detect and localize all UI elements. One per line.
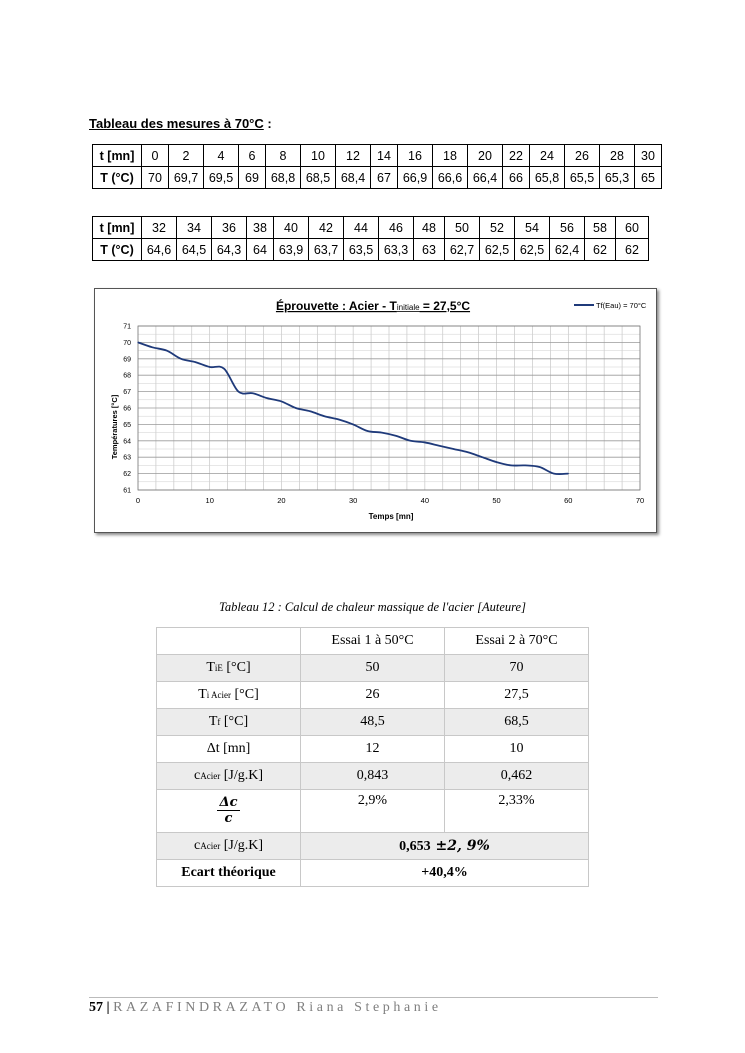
table-cell-time: 16 [398, 145, 433, 167]
table-row [157, 655, 589, 682]
chart-title: Éprouvette : Acier - Tinitiale = 27,5°C [275, 299, 471, 313]
measurements-table-1 [92, 144, 662, 189]
row-label: cAcier [J/g.K] [157, 833, 301, 860]
y-tick-label: 68 [123, 372, 131, 380]
table-row-ecart [157, 860, 589, 887]
cell-value: 2,9% [301, 790, 445, 833]
cell-value-ecart: +40,4% [301, 860, 589, 887]
x-tick-label: 70 [635, 496, 645, 505]
results-table [156, 627, 589, 887]
data-point [166, 350, 167, 351]
cell-value: 27,5 [445, 682, 589, 709]
y-tick-label: 61 [123, 487, 131, 495]
table-cell-temperature: 66,9 [398, 167, 433, 189]
data-point [310, 411, 311, 412]
table-cell-temperature: 64,6 [142, 239, 177, 261]
data-point [482, 457, 483, 458]
x-tick-label: 0 [135, 496, 141, 505]
table-cell-temperature: 70 [142, 167, 169, 189]
table-cell-temperature: 65,8 [530, 167, 565, 189]
data-point [266, 398, 267, 399]
row-label: Ecart théorique [157, 860, 301, 887]
y-tick-label: 62 [123, 471, 131, 479]
table-cell-time: 6 [239, 145, 266, 167]
row-label: Δt [mn] [157, 736, 301, 763]
data-point [238, 391, 239, 392]
data-point [295, 407, 296, 408]
y-tick-label: 63 [123, 454, 131, 462]
cell-value: 0,843 [301, 763, 445, 790]
data-point [252, 393, 253, 394]
data-point [338, 419, 339, 420]
table-cell-time: 28 [600, 145, 635, 167]
table-cell-temperature: 63,7 [309, 239, 344, 261]
table-cell-temperature: 62,4 [550, 239, 585, 261]
table-cell-temperature: 68,4 [336, 167, 371, 189]
table-cell-temperature: 66,4 [468, 167, 503, 189]
page-number: 57 [89, 1000, 103, 1015]
y-tick-label: 69 [123, 356, 131, 364]
cell-value: 50 [301, 655, 445, 682]
table-header-row [157, 628, 589, 655]
table-header-time: t [mn] [93, 145, 142, 167]
table-cell-temperature: 63,5 [344, 239, 379, 261]
data-point [209, 366, 210, 367]
table-cell-time: 2 [169, 145, 204, 167]
table-cell-time: 8 [266, 145, 301, 167]
table-cell-time: 18 [433, 145, 468, 167]
table-cell-time: 22 [503, 145, 530, 167]
y-tick-label: 70 [123, 339, 131, 347]
cell-value: 0,462 [445, 763, 589, 790]
table-header-essai-1: Essai 1 à 50°C [301, 628, 445, 655]
cell-value: 26 [301, 682, 445, 709]
table-row-mean [157, 833, 589, 860]
y-tick-label: 66 [123, 405, 131, 413]
cell-value: 48,5 [301, 709, 445, 736]
x-tick-label: 20 [277, 496, 286, 505]
table-cell-time: 12 [336, 145, 371, 167]
footer-divider [89, 997, 658, 998]
table-row [157, 709, 589, 736]
table-cell-time: 26 [565, 145, 600, 167]
row-label: TiE [°C] [157, 655, 301, 682]
y-tick-label: 71 [123, 323, 131, 331]
x-tick-label: 40 [420, 496, 430, 505]
temperature-chart [94, 288, 657, 533]
section-heading: Tableau des mesures à 70°C : [89, 116, 272, 131]
table-cell-temperature: 62,5 [515, 239, 550, 261]
x-tick-label: 30 [348, 496, 358, 505]
cell-value: 12 [301, 736, 445, 763]
row-label [157, 790, 301, 833]
data-point [137, 342, 138, 343]
table-cell-time: 44 [344, 217, 379, 239]
data-point [223, 368, 224, 369]
ratio-fraction: $\frac{\Delta c}{c}$ [219, 795, 238, 826]
cell-value: 2,33% [445, 790, 589, 833]
data-point [353, 424, 354, 425]
table-cell-temperature: 68,8 [266, 167, 301, 189]
table-cell-temperature: 62 [585, 239, 616, 261]
table-header-time: t [mn] [93, 217, 142, 239]
table-cell-temperature: 65 [635, 167, 662, 189]
y-tick-label: 67 [123, 389, 131, 397]
cell-value-mean: 0,653 ±2, 9% [301, 833, 589, 860]
data-point [510, 465, 511, 466]
data-point [525, 465, 526, 466]
table-cell-temperature: 69 [239, 167, 266, 189]
table-cell-temperature: 63,9 [274, 239, 309, 261]
table-cell-temperature: 63 [414, 239, 445, 261]
table-row-ratio [157, 790, 589, 833]
table-cell-time: 14 [371, 145, 398, 167]
chart-grid [138, 326, 640, 490]
data-point [553, 473, 554, 474]
table-cell-temperature: 69,7 [169, 167, 204, 189]
section-heading-title: Tableau des mesures à 70°C [89, 116, 264, 131]
table-cell-time: 32 [142, 217, 177, 239]
table-cell-time: 48 [414, 217, 445, 239]
y-tick-label: 65 [123, 421, 131, 429]
table-cell-temperature: 66,6 [433, 167, 468, 189]
data-point [467, 452, 468, 453]
measurements-table-2 [92, 216, 649, 261]
table-cell-temperature: 64 [247, 239, 274, 261]
table-cell-time: 20 [468, 145, 503, 167]
data-point [367, 430, 368, 431]
cell-value: 10 [445, 736, 589, 763]
table-cell-time: 40 [274, 217, 309, 239]
data-point [424, 442, 425, 443]
data-point [410, 440, 411, 441]
table-cell-time: 4 [204, 145, 239, 167]
table-header-temperature: T (°C) [93, 239, 142, 261]
data-point [396, 435, 397, 436]
table-header-essai-2: Essai 2 à 70°C [445, 628, 589, 655]
table-cell-time: 52 [480, 217, 515, 239]
data-point [539, 466, 540, 467]
row-label: Tf [°C] [157, 709, 301, 736]
table-cell-temperature: 65,5 [565, 167, 600, 189]
x-tick-label: 10 [205, 496, 214, 505]
table-cell-temperature: 64,5 [177, 239, 212, 261]
table-cell-time: 58 [585, 217, 616, 239]
table-row [157, 682, 589, 709]
table-cell-time: 0 [142, 145, 169, 167]
table-cell-temperature: 62,7 [445, 239, 480, 261]
table-cell-temperature: 62 [616, 239, 649, 261]
author-name: RAZAFINDRAZATO Riana Stephanie [113, 1000, 442, 1015]
legend-label: Tf(Eau) = 70°C [596, 301, 647, 310]
data-point [281, 401, 282, 402]
data-point [324, 416, 325, 417]
data-point [381, 432, 382, 433]
chart-x-axis-label: Temps [mn] [368, 512, 414, 521]
table-cell-temperature: 69,5 [204, 167, 239, 189]
chart-canvas [95, 289, 656, 532]
table-cell-temperature: 68,5 [301, 167, 336, 189]
table-header-empty [157, 628, 301, 655]
table-cell-time: 24 [530, 145, 565, 167]
table-cell-time: 30 [635, 145, 662, 167]
data-point [496, 462, 497, 463]
table-caption: Tableau 12 : Calcul de chaleur massique de l'acier [Auteure] [219, 600, 526, 614]
table-cell-time: 54 [515, 217, 550, 239]
data-point [152, 347, 153, 348]
table-cell-temperature: 65,3 [600, 167, 635, 189]
table-row-temperature [93, 239, 649, 261]
table-cell-time: 50 [445, 217, 480, 239]
table-cell-temperature: 64,3 [212, 239, 247, 261]
table-cell-temperature: 67 [371, 167, 398, 189]
table-row-temperature [93, 167, 662, 189]
row-label: cAcier [J/g.K] [157, 763, 301, 790]
cell-value: 68,5 [445, 709, 589, 736]
chart-y-axis-label: Températures [°C] [110, 394, 119, 460]
table-row-time [93, 145, 662, 167]
table-row-time [93, 217, 649, 239]
table-cell-time: 60 [616, 217, 649, 239]
table-header-temperature: T (°C) [93, 167, 142, 189]
table-cell-time: 10 [301, 145, 336, 167]
table-cell-time: 56 [550, 217, 585, 239]
page-footer: 57 | RAZAFINDRAZATO Riana Stephanie [89, 1000, 442, 1015]
table-cell-temperature: 62,5 [480, 239, 515, 261]
data-point [180, 358, 181, 359]
table-cell-time: 36 [212, 217, 247, 239]
row-label: Ti Acier [°C] [157, 682, 301, 709]
data-point [195, 361, 196, 362]
table-cell-time: 42 [309, 217, 344, 239]
data-point [453, 448, 454, 449]
table-row [157, 763, 589, 790]
x-tick-label: 60 [564, 496, 573, 505]
table-cell-time: 34 [177, 217, 212, 239]
table-cell-time: 38 [247, 217, 274, 239]
table-cell-temperature: 63,3 [379, 239, 414, 261]
table-cell-time: 46 [379, 217, 414, 239]
cell-value: 70 [445, 655, 589, 682]
table-cell-temperature: 66 [503, 167, 530, 189]
x-tick-label: 50 [492, 496, 501, 505]
y-tick-label: 64 [123, 438, 131, 446]
data-point [568, 473, 569, 474]
data-point [439, 445, 440, 446]
table-row [157, 736, 589, 763]
